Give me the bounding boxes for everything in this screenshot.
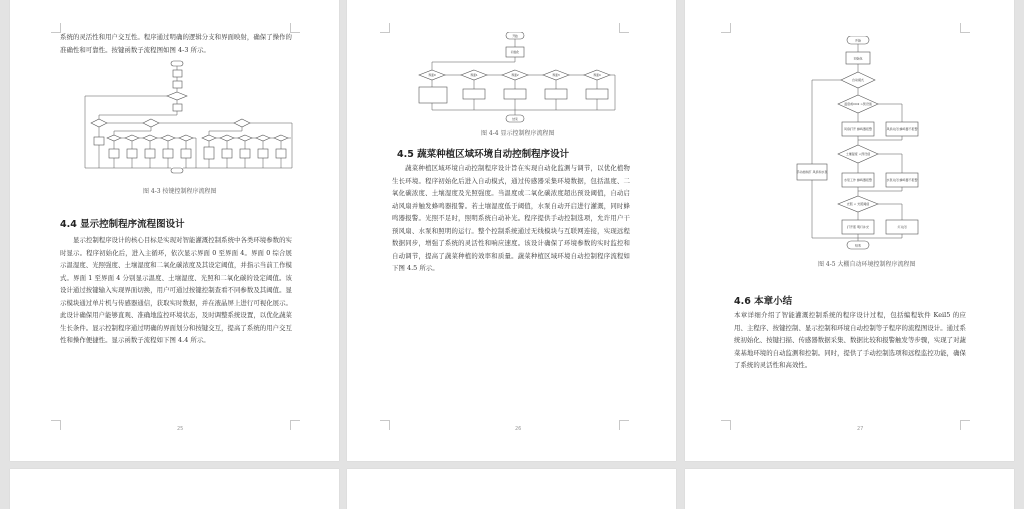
flow-end: 结束 <box>512 116 518 121</box>
page-number: 27 <box>857 426 864 432</box>
margin-mark-bottom-right <box>290 420 300 430</box>
page-number: 25 <box>177 426 184 432</box>
margin-mark-bottom-left <box>51 420 61 430</box>
flow-decision: 界面2 <box>511 73 519 77</box>
flow-start: 开始 <box>854 38 862 43</box>
margin-mark-bottom-left <box>721 420 731 430</box>
page-25 <box>10 0 339 461</box>
margin-mark-top-left <box>380 23 390 33</box>
flow-decision: 界面3 <box>552 73 560 77</box>
key-control-flowchart <box>80 58 295 178</box>
figure-caption-4-4: 图 4-4 显示控制程序流程图 <box>481 130 555 137</box>
section-heading-4-6: 4.6 本章小结 <box>734 296 793 307</box>
flow-light-on: 打开照 明灯补光 <box>847 225 869 229</box>
section-text: 蔬菜种植区域环境自动控制程序设计旨在实现自动化监测与调节，以优化植物生长环境。程序初始化后进入自动模式，通过传感器采集环境数据，包括温度、二氧化碳浓度、土壤湿度及光照强度。当温度或二氧化碳浓度超出预设阈值，自动启动风扇并触发蜂鸣器报警。若土壤湿度低于阈值，水泵自动开启进行灌溉，同时蜂鸣器报警。光照不足时，照明系统自动补光。程序提供手动控制选项，允许用户干预风扇、水泵和照明的运行。整个控制系统通过无线模块与互联网连接，实现远程数据同步，增强了系统的灵活性和响应速度。该设计确保了环境参数的实时监控和自动调节，提高了蔬菜种植的效率和质量。蔬菜种植区域环境自动控制程序流程如下图 4.5 所示。 <box>392 164 630 272</box>
page-29 <box>347 469 676 509</box>
flow-light-off: 灯关闭 <box>897 225 907 229</box>
section-heading-4-4: 4.4 显示控制程序流程图设计 <box>60 219 185 230</box>
flow-temp-check: 温度或CO2 >预设值 <box>844 102 872 106</box>
flow-start: 开始 <box>512 33 518 38</box>
margin-mark-bottom-right <box>960 420 970 430</box>
section-paragraph-4-4 <box>60 234 292 347</box>
margin-mark-bottom-right <box>619 420 629 430</box>
figure-caption-4-5: 图 4-5 大棚自动环境控制程序流程图 <box>818 261 916 268</box>
flow-end: 结束 <box>854 243 862 248</box>
flow-light-check: 光照 < 光照阈值 <box>846 202 870 206</box>
flow-pump-on: 水泵工作 蜂鸣器报警 <box>844 178 872 182</box>
flow-fan-on: 风扇打开 蜂鸣器报警 <box>844 127 872 131</box>
section-heading-4-5: 4.5 蔬菜种植区域环境自动控制程序设计 <box>397 149 570 160</box>
flow-init: 初始化 <box>510 50 520 54</box>
flow-fan-off: 风扇关闭 蜂鸣器不报警 <box>886 127 918 131</box>
margin-mark-top-left <box>721 23 731 33</box>
page-30 <box>685 469 1014 509</box>
figure-caption-4-3: 图 4-3 按键控制程序流程图 <box>143 188 217 195</box>
margin-mark-bottom-left <box>380 420 390 430</box>
display-control-flowchart <box>417 32 622 128</box>
flow-decision: 界面0 <box>428 73 436 77</box>
flow-init: 初始化 <box>853 56 863 61</box>
page-number: 26 <box>515 426 522 432</box>
flow-pump-off: 水泵关闭 蜂鸣器不报警 <box>886 178 918 182</box>
page-28 <box>10 469 339 509</box>
section-paragraph-4-6: 本章详细介绍了智能灌溉控制系统的程序设计过程，包括编程软件 Keil5 的应用、主程序、按键控制、显示控制和环境自动控制等子程序的流程图设计。通过系统初始化、按键扫描、传感器数据采集、数据比较和报警触发等步骤，实现了对蔬菜基地环境的自动监测和控制。同时，提供了手动控制选项和远程监控功能，确保了系统的灵活性和高效性。 <box>734 311 966 369</box>
flow-auto-mode: 自动模式 <box>851 78 865 82</box>
flow-manual: 手动控制打 风扇和水泵 <box>796 170 828 174</box>
page-27 <box>685 0 1014 461</box>
flow-decision: 界面1 <box>470 73 478 77</box>
intro-paragraph: 系统的灵活性和用户交互性。程序通过明确的逻辑分支和界面映射，确保了操作的准确性和可靠性。按键函数子流程图如图 4-3 所示。 <box>60 33 292 54</box>
margin-mark-top-right <box>960 23 970 33</box>
auto-environment-flowchart <box>795 36 925 251</box>
section-text: 显示控制程序设计的核心目标是实现对智能灌溉控制系统中各类环境参数的实时显示。程序初始化后，进入主循环，依次显示界面 0 至界面 4。界面 0 综合展示温湿度、光照强度、土壤湿度和二氧化碳浓度及其设定阈值，并指示当前工作模式。界面 1 至界面 4 分别显示温度、土壤湿度、光照和二氧化碳的设定阈值。该设计通过按键输入实现界面切换，用户可通过按键控制查看不同参数及其阈值。显示模块通过单片机与传感器通信，获取实时数据，并在液晶屏上进行可视化展示。此设计确保用户能够直观、准确地监控环境状态，及时调整系统设置，以优化蔬菜生长条件。显示控制程序通过明确的界面划分和按键交互，提高了系统的用户交互性和操作便捷性。显示函数子流程如下图 4.4 所示。 <box>60 236 292 344</box>
flow-decision: 界面4 <box>593 73 601 77</box>
section-paragraph-4-5 <box>392 162 630 275</box>
flow-soil-check: 土壤湿度 <预设值 <box>845 152 871 156</box>
page-26 <box>347 0 676 461</box>
